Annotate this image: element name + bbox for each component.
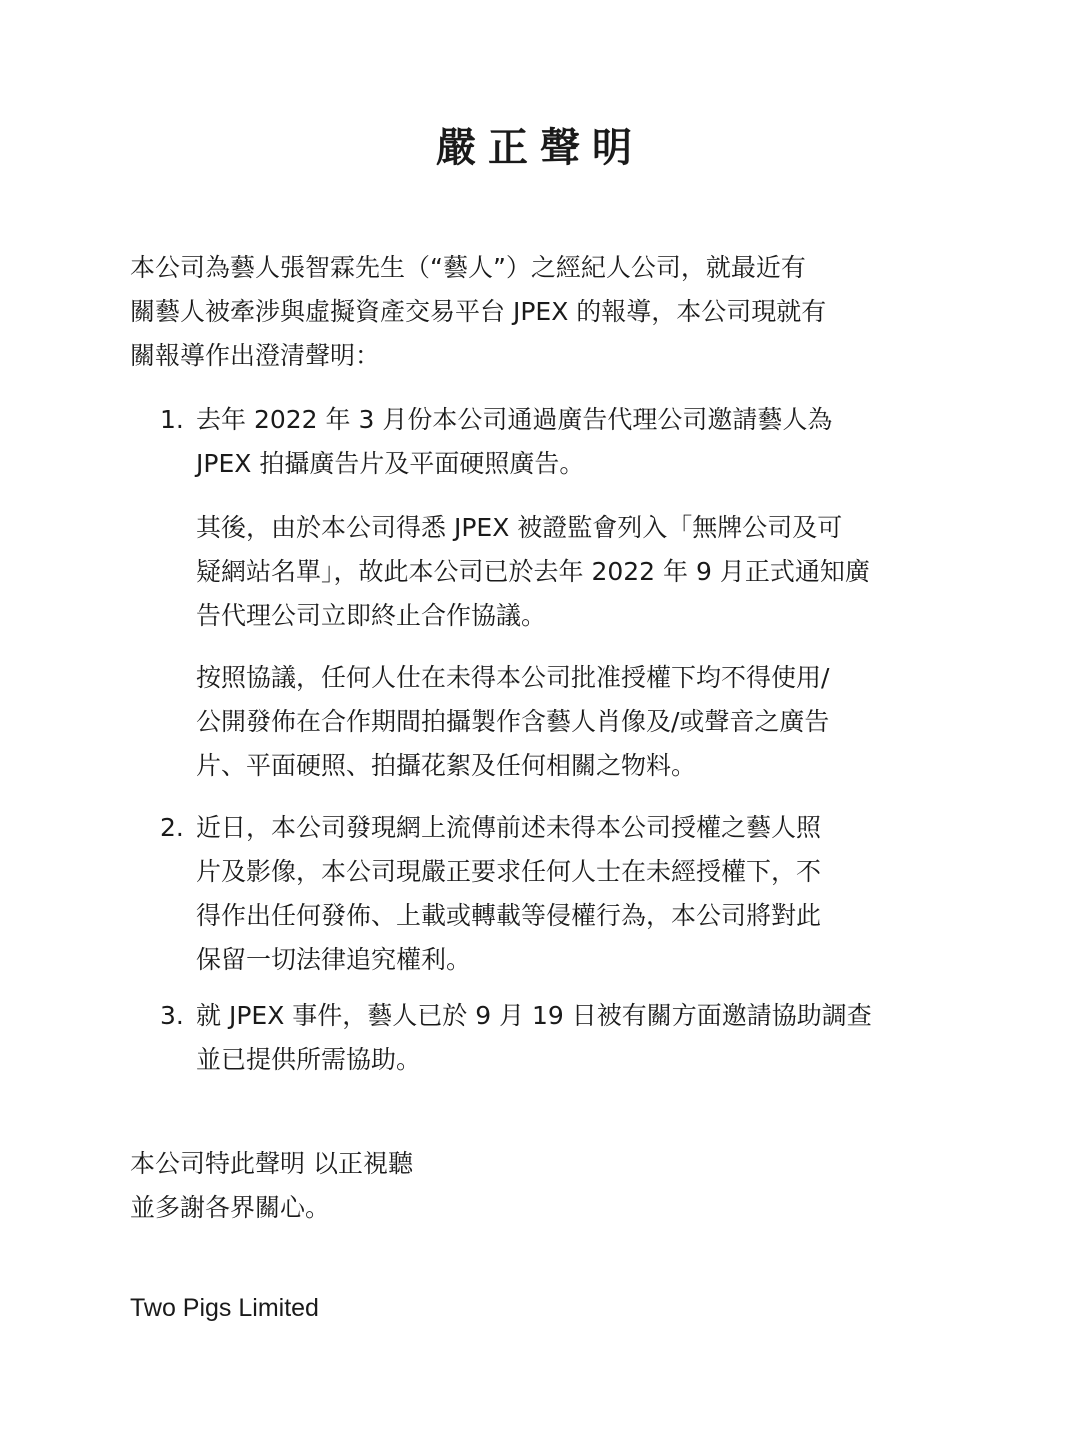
closing-line: 本公司特此聲明 以正視聽: [130, 1149, 413, 1178]
item-line: 去年 2022 年 3 月份本公司通過廣告代理公司邀請藝人為: [196, 405, 833, 434]
list-item-2: [160, 806, 960, 982]
list-item-3: [160, 994, 960, 1082]
item-line: 近日，本公司發現網上流傳前述未得本公司授權之藝人照: [196, 813, 822, 842]
item-line: 按照協議，任何人仕在未得本公司批准授權下均不得使用/: [196, 663, 830, 692]
intro-paragraph: [130, 246, 960, 378]
item-line: 並已提供所需協助。: [196, 1045, 422, 1074]
item-line: 其後，由於本公司得悉 JPEX 被證監會列入「無牌公司及可: [196, 513, 843, 542]
item-number: 3.: [160, 1001, 184, 1030]
item-line: 片及影像，本公司現嚴正要求任何人士在未經授權下，不: [196, 857, 822, 886]
intro-line: 關報導作出澄清聲明：: [130, 341, 381, 370]
document-title: 嚴正聲明: [436, 125, 644, 171]
intro-line: 關藝人被牽涉與虛擬資產交易平台 JPEX 的報導，本公司現就有: [130, 297, 827, 326]
list-item-1-paragraph-3: [160, 656, 960, 788]
item-paragraph: [196, 656, 960, 788]
item-line: 公開發佈在合作期間拍攝製作含藝人肖像及/或聲音之廣告: [196, 707, 830, 736]
closing-line: 並多謝各界關心。: [130, 1193, 331, 1222]
item-paragraph: [196, 506, 960, 638]
item-number: 2.: [160, 813, 184, 842]
list-item-1: [160, 398, 960, 486]
item-line: 片、平面硬照、拍攝花絮及任何相關之物料。: [196, 751, 697, 780]
item-paragraph: [196, 994, 960, 1082]
list-item-1-paragraph-2: [160, 506, 960, 638]
intro-line: 本公司為藝人張智霖先生（“藝人”）之經紀人公司，就最近有: [130, 253, 806, 282]
item-line: JPEX 拍攝廣告片及平面硬照廣告。: [196, 449, 585, 478]
item-line: 就 JPEX 事件，藝人已於 9 月 19 日被有關方面邀請協助調查: [196, 1001, 872, 1030]
item-number: 1.: [160, 405, 184, 434]
item-line: 得作出任何發佈、上載或轉載等侵權行為，本公司將對此: [196, 901, 822, 930]
item-line: 告代理公司立即終止合作協議。: [196, 601, 547, 630]
company-signature: Two Pigs Limited: [130, 1294, 319, 1322]
closing-remarks: [130, 1142, 413, 1230]
item-line: 疑網站名單」，故此本公司已於去年 2022 年 9 月正式通知廣: [196, 557, 870, 586]
item-paragraph: [196, 806, 960, 982]
item-paragraph: [196, 398, 960, 486]
item-line: 保留一切法律追究權利。: [196, 945, 472, 974]
